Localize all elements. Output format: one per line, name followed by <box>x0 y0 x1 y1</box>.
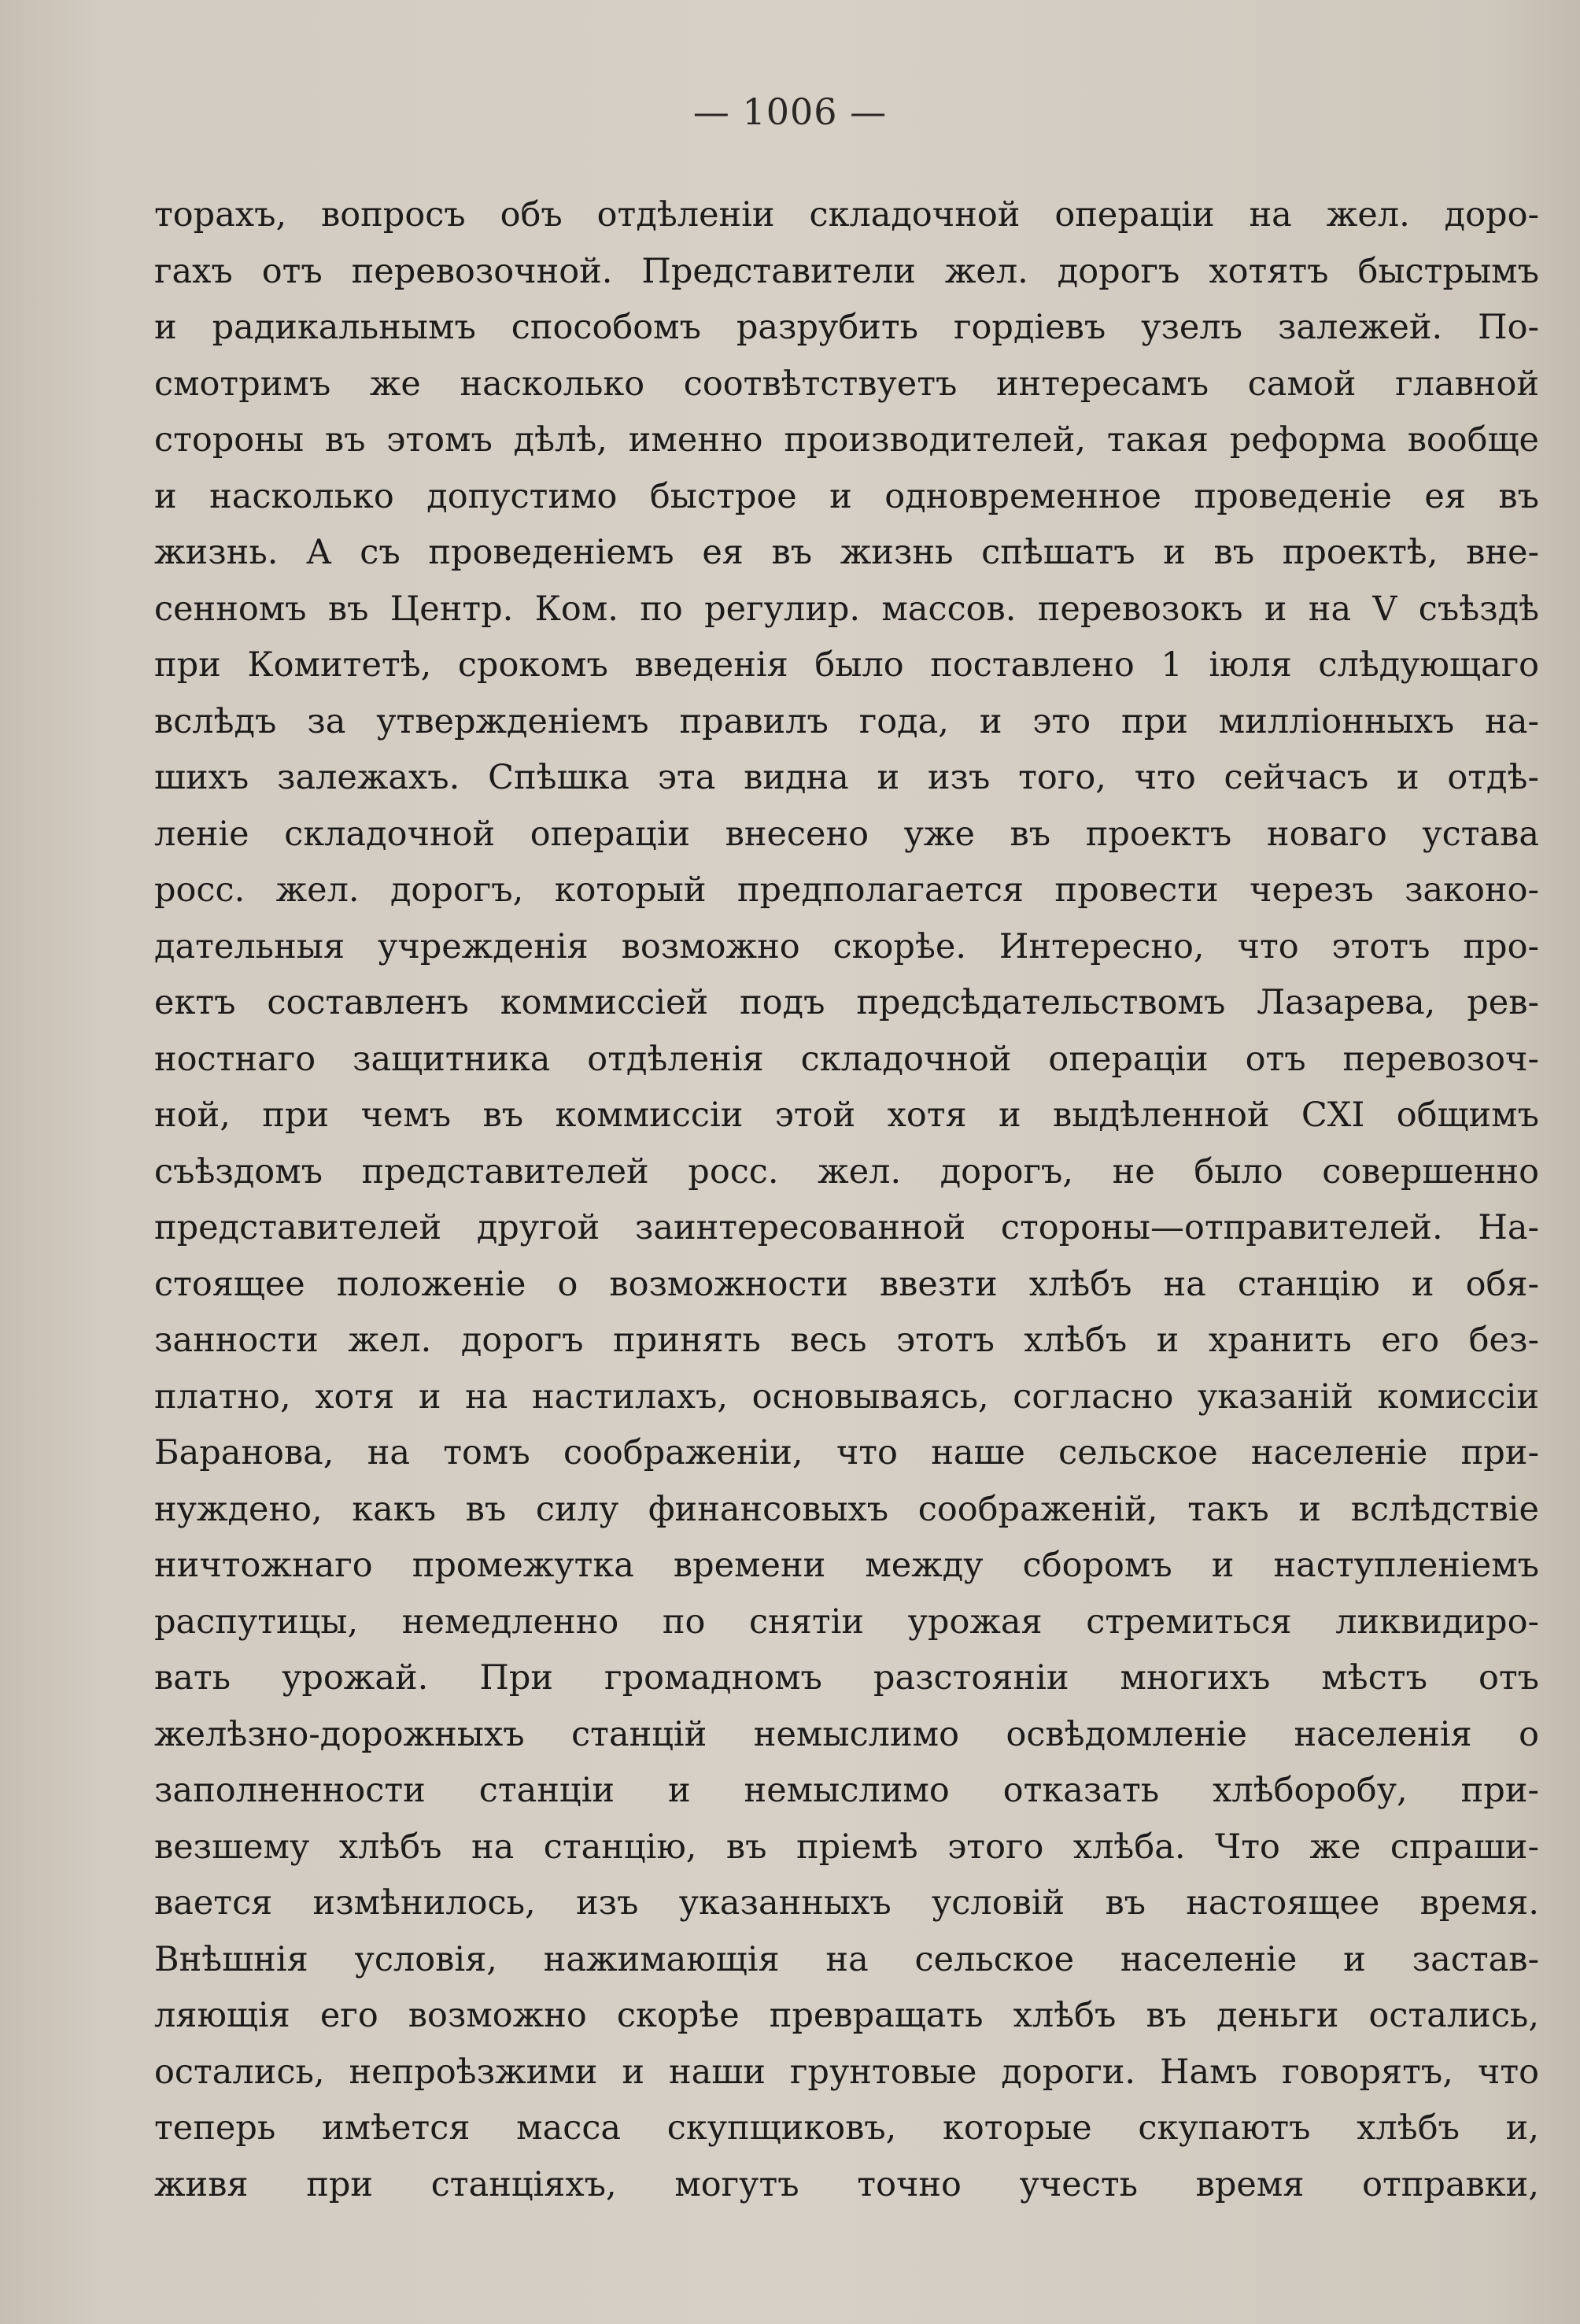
text-line: вается измѣнилось, изъ указанныхъ условій въ настоящее время. <box>154 1883 1539 1923</box>
text-line: живя при станціяхъ, могутъ точно учесть время отправки, <box>154 2164 1539 2204</box>
text-line: гахъ отъ перевозочной. Представители жел. дорогъ хотятъ быстрымъ <box>154 251 1539 291</box>
text-line: распутицы, немедленно по снятіи урожая стремиться ликвидиро- <box>154 1602 1539 1642</box>
text-line: и радикальнымъ способомъ разрубить гордіевъ узелъ залежей. По- <box>154 308 1539 347</box>
text-line: ектъ составленъ коммиссіей подъ предсѣдательствомъ Лазарева, рев- <box>154 983 1539 1022</box>
text-line: леніе складочной операціи внесено уже въ проектъ новаго устава <box>154 814 1539 854</box>
text-line: ничтожнаго промежутка времени между сборомъ и наступленіемъ <box>154 1546 1539 1585</box>
text-line: желѣзно-дорожныхъ станцій немыслимо освѣдомленіе населенія о <box>154 1714 1539 1754</box>
text-line: росс. жел. дорогъ, который предполагается провести черезъ законо- <box>154 870 1539 910</box>
text-line: ляющія его возможно скорѣе превращать хлѣбъ въ деньги остались, <box>154 1996 1539 2035</box>
text-line: стороны въ этомъ дѣлѣ, именно производителей, такая реформа вообще <box>154 420 1539 460</box>
text-line: и насколько допустимо быстрое и одновременное проведеніе ея въ <box>154 476 1539 516</box>
text-line: вать урожай. При громадномъ разстояніи многихъ мѣстъ отъ <box>154 1658 1539 1698</box>
body-text <box>154 187 1539 2213</box>
text-line: вслѣдъ за утвержденіемъ правилъ года, и это при милліонныхъ на- <box>154 701 1539 741</box>
text-line: при Комитетѣ, срокомъ введенія было поставлено 1 іюля слѣдующаго <box>154 645 1539 685</box>
text-line: стоящее положеніе о возможности ввезти хлѣбъ на станцію и обя- <box>154 1264 1539 1304</box>
page-number: — 1006 — <box>692 91 888 133</box>
text-line: шихъ залежахъ. Спѣшка эта видна и изъ того, что сейчасъ и отдѣ- <box>154 758 1539 797</box>
text-line: нуждено, какъ въ силу финансовыхъ соображеній, такъ и вслѣдствіе <box>154 1489 1539 1529</box>
text-line: жизнь. А съ проведеніемъ ея въ жизнь спѣшатъ и въ проектѣ, вне- <box>154 533 1539 572</box>
text-line: платно, хотя и на настилахъ, основываясь, согласно указаній комиссіи <box>154 1376 1539 1417</box>
text-line: Внѣшнія условія, нажимающія на сельское населеніе и застав- <box>154 1939 1539 1979</box>
text-line: съѣздомъ представителей росс. жел. дорогъ, не было совершенно <box>154 1151 1539 1192</box>
text-line: сенномъ въ Центр. Ком. по регулир. массов. перевозокъ и на V съѣздѣ <box>154 589 1539 629</box>
text-line: смотримъ же насколько соотвѣтствуетъ интересамъ самой главной <box>154 364 1539 404</box>
text-line: остались, непроѣзжими и наши грунтовые дороги. Намъ говорятъ, что <box>154 2052 1539 2092</box>
text-line: ной, при чемъ въ коммиссіи этой хотя и выдѣленной СХІ общимъ <box>154 1095 1539 1135</box>
text-line: заполненности станціи и немыслимо отказать хлѣборобу, при- <box>154 1771 1539 1810</box>
text-line: торахъ, вопросъ объ отдѣленіи складочной операціи на жел. доро- <box>154 195 1539 235</box>
text-line: занности жел. дорогъ принять весь этотъ хлѣбъ и хранить его без- <box>154 1321 1539 1360</box>
text-line: ностнаго защитника отдѣленія складочной операціи отъ перевозоч- <box>154 1039 1539 1079</box>
text-line: теперь имѣется масса скупщиковъ, которые скупаютъ хлѣбъ и, <box>154 2108 1539 2148</box>
text-line: представителей другой заинтересованной стороны—отправителей. На- <box>154 1208 1539 1247</box>
text-line: Баранова, на томъ соображеніи, что наше сельское населеніе при- <box>154 1433 1539 1472</box>
text-line: везшему хлѣбъ на станцію, въ пріемѣ этого хлѣба. Что же спраши- <box>154 1827 1539 1867</box>
text-line: дательныя учрежденія возможно скорѣе. Интересно, что этотъ про- <box>154 926 1539 966</box>
